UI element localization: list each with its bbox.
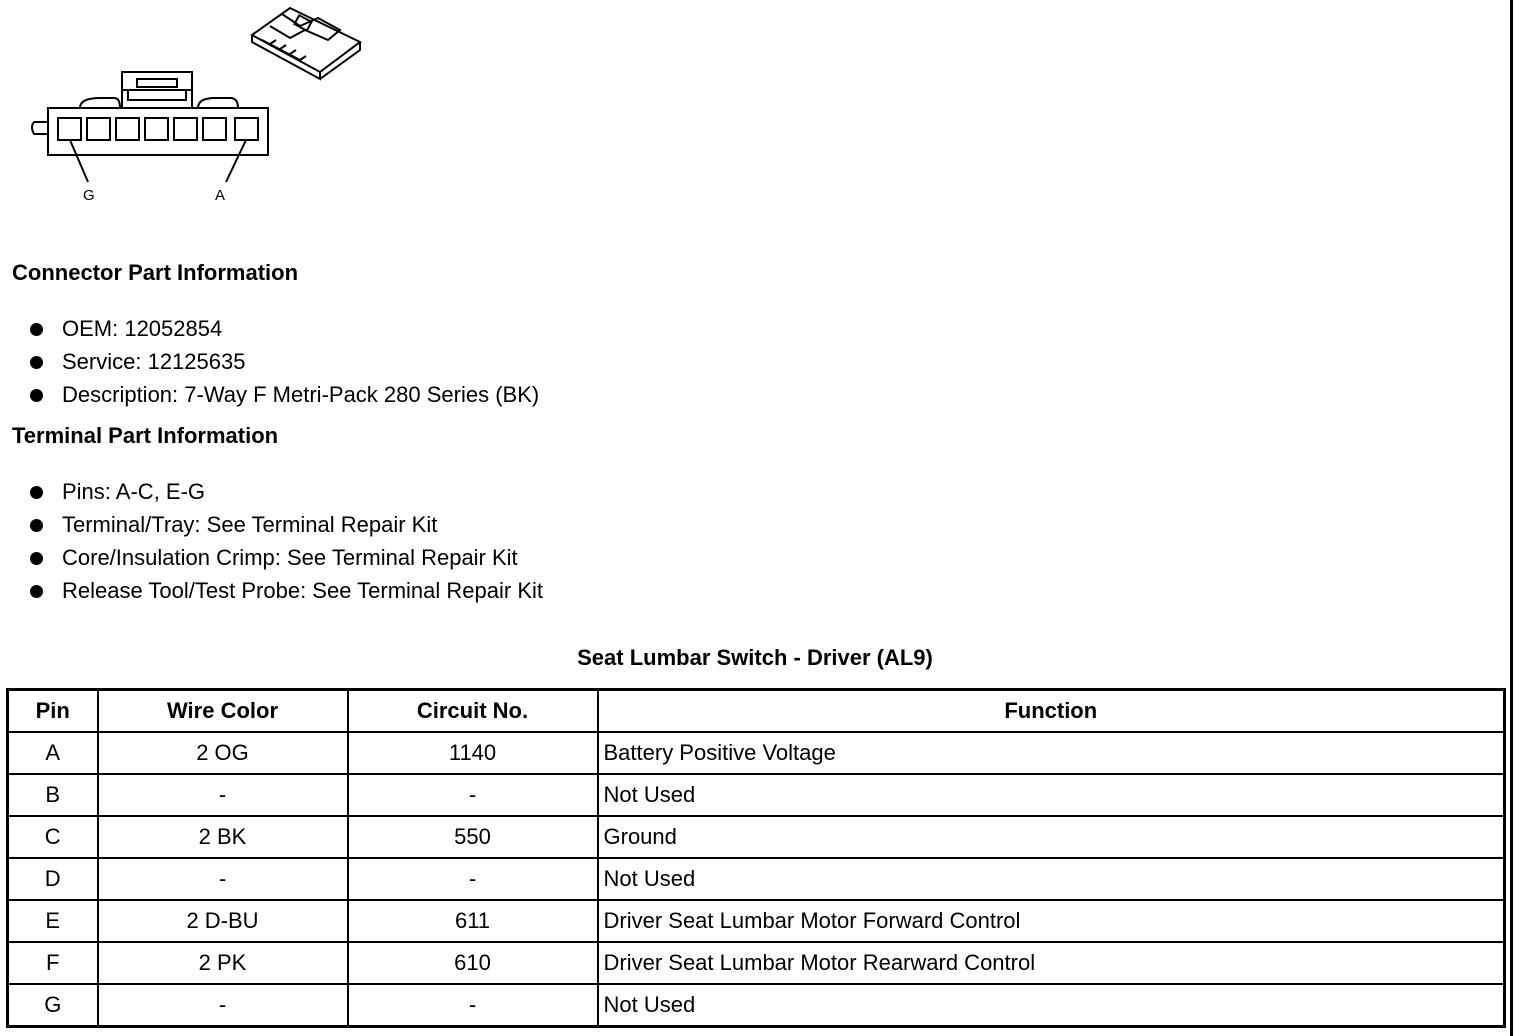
cell-function: Not Used <box>598 774 1505 816</box>
list-item: OEM: 12052854 <box>30 312 539 345</box>
table-title: Seat Lumbar Switch - Driver (AL9) <box>577 645 933 670</box>
cell-wire: - <box>98 858 348 900</box>
table-row <box>8 984 1505 1027</box>
cell-circuit: 611 <box>348 900 598 942</box>
cell-function: Not Used <box>598 984 1505 1027</box>
cell-wire: 2 BK <box>98 816 348 858</box>
cell-circuit: - <box>348 858 598 900</box>
header-wire-color: Wire Color <box>98 690 348 733</box>
cell-pin: C <box>8 816 98 858</box>
list-item: Release Tool/Test Probe: See Terminal Repair Kit <box>30 574 543 607</box>
cell-pin: A <box>8 732 98 774</box>
cell-pin: G <box>8 984 98 1027</box>
bullet-icon <box>30 389 43 402</box>
table-row <box>8 858 1505 900</box>
connector-isometric-icon <box>252 8 360 79</box>
connector-heading: Connector Part Information <box>12 260 299 285</box>
header-circuit-no: Circuit No. <box>348 690 598 733</box>
cell-pin: B <box>8 774 98 816</box>
header-pin: Pin <box>8 690 98 733</box>
cell-function: Driver Seat Lumbar Motor Rearward Control <box>598 942 1505 984</box>
cell-circuit: 550 <box>348 816 598 858</box>
bullet-icon <box>30 323 43 336</box>
terminal-heading: Terminal Part Information <box>12 423 279 448</box>
cell-wire: - <box>98 774 348 816</box>
cell-wire: 2 D-BU <box>98 900 348 942</box>
bullet-icon <box>30 585 43 598</box>
cell-wire: 2 PK <box>98 942 348 984</box>
list-item: Core/Insulation Crimp: See Terminal Repair Kit <box>30 541 543 574</box>
cell-circuit: - <box>348 774 598 816</box>
terminal-info-list <box>30 475 543 607</box>
bullet-icon <box>30 486 43 499</box>
page-right-border <box>1510 0 1513 1036</box>
cell-circuit: - <box>348 984 598 1027</box>
list-item: Service: 12125635 <box>30 345 539 378</box>
table-row <box>8 942 1505 984</box>
list-item: Terminal/Tray: See Terminal Repair Kit <box>30 508 543 541</box>
pin-label-a: A <box>215 187 226 204</box>
cell-pin: E <box>8 900 98 942</box>
cell-circuit: 1140 <box>348 732 598 774</box>
list-item: Pins: A-C, E-G <box>30 475 543 508</box>
cell-wire: - <box>98 984 348 1027</box>
header-function: Function <box>598 690 1505 733</box>
table-header-row <box>8 690 1505 733</box>
cell-function: Not Used <box>598 858 1505 900</box>
cell-pin: D <box>8 858 98 900</box>
table-row <box>8 900 1505 942</box>
table-row <box>8 774 1505 816</box>
connector-info-list <box>30 312 539 411</box>
bullet-icon <box>30 519 43 532</box>
pinout-table <box>6 688 1506 1028</box>
bullet-icon <box>30 356 43 369</box>
bullet-icon <box>30 552 43 565</box>
cell-function: Battery Positive Voltage <box>598 732 1505 774</box>
cell-circuit: 610 <box>348 942 598 984</box>
cell-function: Ground <box>598 816 1505 858</box>
connector-face-icon <box>32 72 268 182</box>
table-row <box>8 732 1505 774</box>
list-item: Description: 7-Way F Metri-Pack 280 Series (BK) <box>30 378 539 411</box>
cell-pin: F <box>8 942 98 984</box>
cell-function: Driver Seat Lumbar Motor Forward Control <box>598 900 1505 942</box>
pin-label-g: G <box>83 187 95 204</box>
connector-diagram <box>0 0 400 215</box>
table-row <box>8 816 1505 858</box>
cell-wire: 2 OG <box>98 732 348 774</box>
